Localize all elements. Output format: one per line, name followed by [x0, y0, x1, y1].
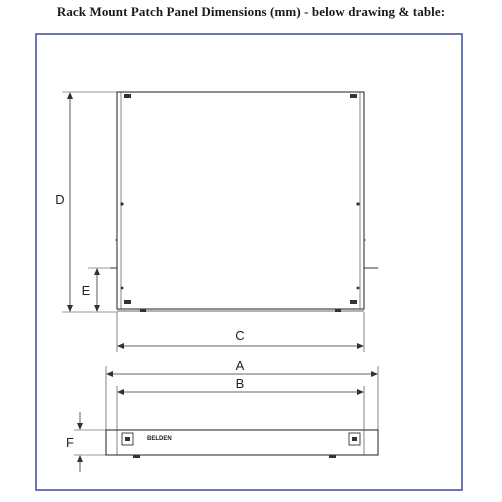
panel-body-top: [117, 92, 364, 309]
brand-logo: BELDEN: [147, 436, 172, 442]
drawing-frame: [36, 34, 462, 490]
label-f: F: [66, 435, 74, 450]
dimension-d: [62, 92, 117, 312]
dimension-f: [74, 412, 106, 472]
dimension-e: [88, 268, 110, 312]
label-e: E: [81, 283, 91, 298]
front-view: [106, 430, 378, 458]
label-b: B: [235, 376, 245, 391]
panel-body-front: [106, 430, 378, 455]
label-d: D: [55, 192, 65, 207]
top-view: [110, 92, 378, 312]
dimension-b: [117, 386, 364, 430]
label-a: A: [235, 358, 245, 373]
page-title: Rack Mount Patch Panel Dimensions (mm) - below drawing & table:: [56, 4, 446, 19]
label-c: C: [235, 328, 245, 343]
